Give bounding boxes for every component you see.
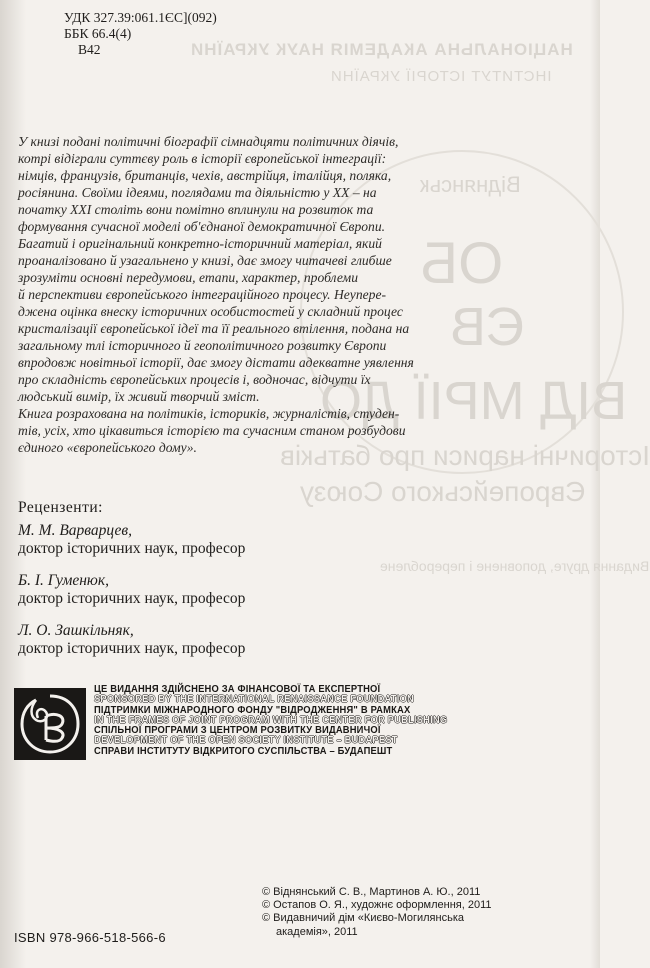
copyright-line: © Видавничий дім «Києво-Могилянська <box>262 912 464 925</box>
renaissance-logo-icon <box>16 690 84 758</box>
abstract-line: й перспективи європейського інтеграційного процесу. Неупере- <box>18 287 387 302</box>
show-through-text: ІНСТИТУТ ІСТОРІЇ УКРАЇНИ <box>330 68 552 85</box>
bbk-code: ББК 66.4(4) <box>64 26 132 41</box>
abstract-line: кристалізації європейської ідеї та її реального втілення, подана на <box>18 321 410 336</box>
sponsor-line-uk: ПІДТРИМКИ МІЖНАРОДНОГО ФОНДУ "ВІДРОДЖЕННЯ" В РАМКАХ <box>94 704 411 716</box>
abstract-line: тів, усіх, хто цікавиться історією та сучасним станом розбудови <box>18 423 406 438</box>
show-through-text: Віднянськ <box>420 172 521 197</box>
page-edge-shadow <box>590 0 600 968</box>
abstract-line: формування сучасної моделі об'єднаної демократичної Європи. <box>18 219 386 234</box>
reviewer-name: Л. О. Зашкільняк, <box>18 622 134 639</box>
abstract-line: джена оцінка внеску історичних особистостей у складний процес <box>18 304 403 319</box>
copyright-line: академія», 2011 <box>276 925 358 938</box>
reviewer-entry <box>18 572 245 608</box>
udk-code: УДК 327.39:061.1ЄС](092) <box>64 10 217 25</box>
abstract-line: котрі відіграли суттєву роль в історії європейської інтеграції: <box>18 151 387 166</box>
reviewer-name: М. М. Варварцев, <box>18 522 133 539</box>
isbn-number: ISBN 978-966-518-566-6 <box>14 930 166 945</box>
abstract-line: росіянина. Своїми ідеями, поглядами та діяльністю у ХХ – на <box>18 185 377 200</box>
show-through-text: ВІД МРІЇ ДО <box>320 371 628 431</box>
abstract-line: проаналізовано й узагальнено у книзі, дає змогу читачеві глибше <box>18 253 392 268</box>
reviewer-degree: доктор історичних наук, професор <box>18 640 246 657</box>
abstract-line: загальному тлі історичного й геополітичного розвитку Європи <box>18 338 387 353</box>
show-through-text: ОБ <box>420 231 504 296</box>
author-mark: В42 <box>78 42 101 57</box>
show-through-text: Видання друге, доповнене і перероблене <box>380 558 650 574</box>
abstract-line: німців, французів, британців, чехів, австрійця, італійця, поляка, <box>18 168 392 183</box>
reviewer-degree: доктор історичних наук, професор <box>18 540 246 557</box>
sponsor-line-uk: СПІЛЬНОЇ ПРОГРАМИ З ЦЕНТРОМ РОЗВИТКУ ВИДАВНИЧОЇ <box>94 725 381 737</box>
abstract-line: людський вимір, їх живий творчий зміст. <box>18 389 260 404</box>
abstract-line: У книзі подані політичні біографії сімнадцяти політичних діячів, <box>18 134 399 149</box>
sponsor-line-en: IN THE FRAMES OF JOINT PROGRAM WITH THE CENTER FOR PUBLISHING <box>94 714 448 726</box>
sponsor-text <box>94 684 448 757</box>
abstract-line: Книга розрахована на політиків, істориків, журналістів, студен- <box>18 406 400 421</box>
book-abstract <box>18 133 450 456</box>
abstract-line: початку XXI століть вони помітно вплинули на розвиток та <box>18 202 374 217</box>
reviewers-section <box>18 499 245 672</box>
show-through-text: Історичні нариси про батьків <box>280 440 650 471</box>
sponsor-line-en: DEVELOPMENT OF THE OPEN SOCIETY INSTITUTE – BUDAPEST <box>94 735 398 747</box>
abstract-line: єдиного «європейського дому». <box>18 440 197 455</box>
copyright-notice <box>262 886 562 939</box>
show-through-text: НАЦІОНАЛЬНА АКАДЕМІЯ НАУК УКРАЇНИ <box>190 40 573 59</box>
copyright-line: © Остапов О. Я., художнє оформлення, 2011 <box>262 899 492 912</box>
reviewer-entry <box>18 622 245 658</box>
show-through-text: ЄВ <box>450 297 525 357</box>
renaissance-foundation-logo <box>14 688 86 760</box>
copyright-line: © Віднянський С. В., Мартинов А. Ю., 2011 <box>262 886 481 898</box>
abstract-line: зрозуміти основні передумови, етапи, характер, проблеми <box>18 270 358 285</box>
sponsor-line-uk: СПРАВИ ІНСТИТУТУ ВІДКРИТОГО СУСПІЛЬСТВА – БУДАПЕШТ <box>94 745 393 757</box>
abstract-line: Багатий і оригінальний конкретно-історичний матеріал, який <box>18 236 382 251</box>
show-through-text: Європейського Союзу <box>300 476 586 507</box>
abstract-line: про складність європейських процесів і, водночас, відчути їх <box>18 372 371 387</box>
sponsor-block <box>14 684 456 758</box>
reviewer-entry <box>18 522 245 558</box>
abstract-line: впродовж новітньої історії, дає змогу дістати адекватне уявлення <box>18 355 414 370</box>
reviewer-degree: доктор історичних наук, професор <box>18 590 246 607</box>
classification-codes <box>64 10 217 58</box>
sponsor-line-en: SPONSORED BY THE INTERNATIONAL RENAISSANCE FOUNDATION <box>94 694 414 706</box>
reviewer-name: Б. І. Гуменюк, <box>18 572 109 589</box>
sponsor-line-uk: ЦЕ ВИДАННЯ ЗДІЙСНЕНО ЗА ФІНАНСОВОЇ ТА ЕКСПЕРТНОЇ <box>94 684 381 695</box>
reviewers-title: Рецензенти: <box>18 499 103 516</box>
